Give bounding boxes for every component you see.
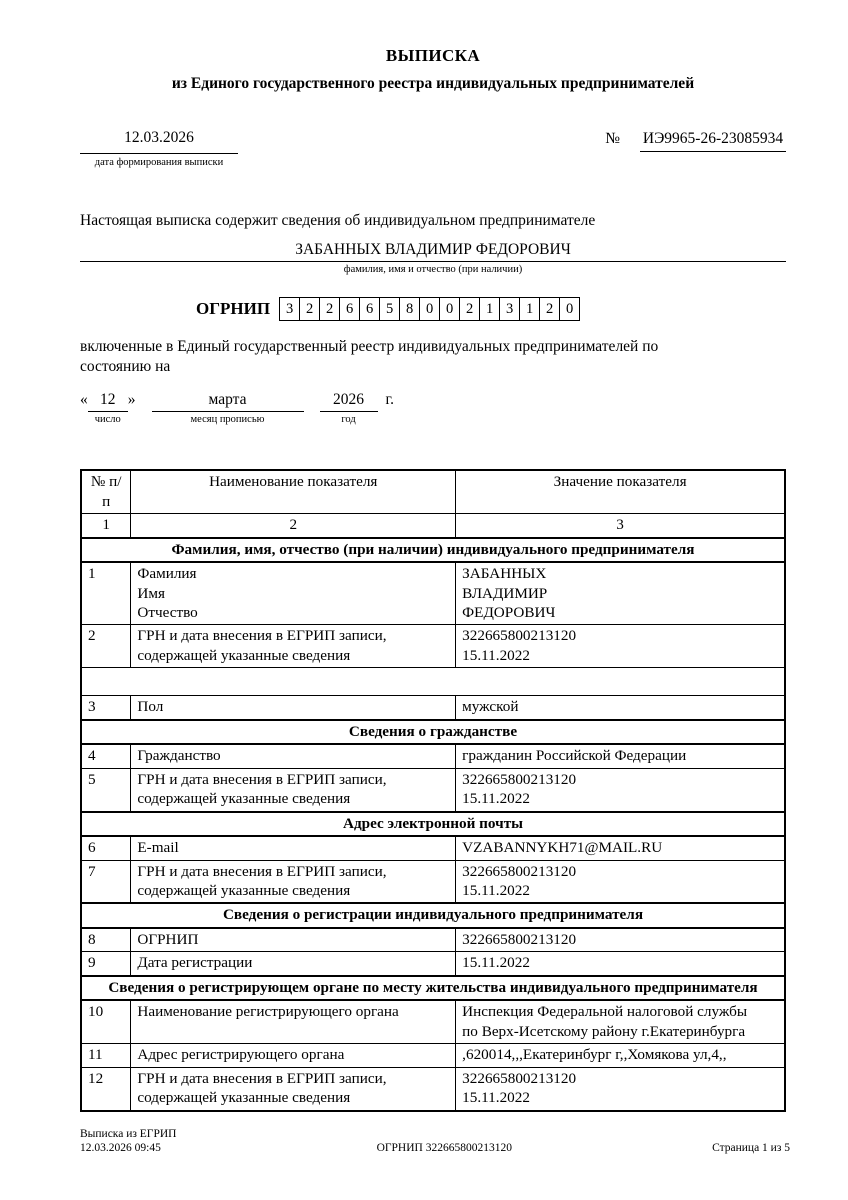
included-line1: включенные в Единый государственный реестр индивидуальных предпринимателей по bbox=[80, 338, 659, 355]
ogrnip-digit-box: 0 bbox=[559, 297, 580, 321]
header-num: № п/п bbox=[81, 470, 131, 513]
indicator-value: 322665800213120 bbox=[456, 928, 785, 952]
table-row bbox=[81, 928, 785, 952]
table-row bbox=[81, 696, 785, 720]
indicator-name: Дата регистрации bbox=[131, 952, 456, 976]
table-section-row bbox=[81, 903, 785, 927]
formation-date-block bbox=[80, 129, 238, 168]
indicator-name: ГРН и дата внесения в ЕГРИП записи, содержащей указанные сведения bbox=[131, 768, 456, 811]
row-number: 5 bbox=[81, 768, 131, 811]
close-quote: » bbox=[127, 391, 136, 409]
column-number-2: 2 bbox=[131, 514, 456, 538]
row-number: 1 bbox=[81, 562, 131, 625]
indicator-name: Фамилия Имя Отчество bbox=[131, 562, 456, 625]
year-caption: год bbox=[341, 414, 356, 426]
table-spacer-row bbox=[81, 668, 785, 696]
footer-timestamp: 12.03.2026 09:45 bbox=[80, 1141, 161, 1154]
indicator-name: Гражданство bbox=[131, 744, 456, 768]
formation-date-value: 12.03.2026 bbox=[80, 129, 238, 154]
table-row bbox=[81, 860, 785, 903]
day-value: 12 bbox=[88, 391, 128, 412]
document-title: ВЫПИСКА bbox=[385, 46, 481, 65]
column-number-3: 3 bbox=[456, 514, 785, 538]
indicator-name: ГРН и дата внесения в ЕГРИП записи, содержащей указанные сведения bbox=[131, 860, 456, 903]
section-title: Адрес электронной почты bbox=[81, 812, 785, 836]
open-quote: « bbox=[80, 391, 88, 409]
header-value: Значение показателя bbox=[456, 470, 785, 513]
table-row bbox=[81, 952, 785, 976]
month-field bbox=[152, 391, 304, 425]
row-number: 7 bbox=[81, 860, 131, 903]
ogrnip-digit-box: 5 bbox=[379, 297, 400, 321]
document-number-block bbox=[605, 129, 786, 152]
state-date-row bbox=[80, 391, 786, 425]
ogrnip-digit-box: 3 bbox=[279, 297, 300, 321]
included-line2: состоянию на bbox=[80, 358, 171, 376]
entrepreneur-name: ЗАБАННЫХ ВЛАДИМИР ФЕДОРОВИЧ bbox=[80, 241, 786, 262]
month-caption: месяц прописью bbox=[190, 414, 265, 426]
table-row bbox=[81, 768, 785, 811]
indicator-name: Адрес регистрирующего органа bbox=[131, 1044, 456, 1067]
row-number: 8 bbox=[81, 928, 131, 952]
column-number-row bbox=[81, 514, 785, 538]
footer-page-number: Страница 1 из 5 bbox=[712, 1141, 790, 1154]
info-table bbox=[80, 469, 786, 1111]
indicator-name: E-mail bbox=[131, 836, 456, 860]
table-row bbox=[81, 1067, 785, 1110]
row-number: 2 bbox=[81, 625, 131, 668]
meta-row bbox=[80, 129, 786, 168]
indicator-name: ГРН и дата внесения в ЕГРИП записи, содержащей указанные сведения bbox=[131, 625, 456, 668]
year-value: 2026 bbox=[320, 391, 378, 412]
ogrnip-digit-box: 8 bbox=[399, 297, 420, 321]
table-body bbox=[81, 538, 785, 1111]
row-number: 3 bbox=[81, 696, 131, 720]
indicator-name: Наименование регистрирующего органа bbox=[131, 1000, 456, 1043]
indicator-name: ОГРНИП bbox=[131, 928, 456, 952]
table-section-row bbox=[81, 812, 785, 836]
table-row bbox=[81, 744, 785, 768]
row-number: 10 bbox=[81, 1000, 131, 1043]
header-name: Наименование показателя bbox=[131, 470, 456, 513]
column-number-1: 1 bbox=[81, 514, 131, 538]
table-row bbox=[81, 836, 785, 860]
section-title: Фамилия, имя, отчество (при наличии) индивидуального предпринимателя bbox=[81, 538, 785, 562]
table-section-row bbox=[81, 976, 785, 1000]
section-title: Сведения о регистрации индивидуального предпринимателя bbox=[81, 903, 785, 927]
section-title: Сведения о регистрирующем органе по месту жительства индивидуального предпринимателя bbox=[81, 976, 785, 1000]
indicator-value: гражданин Российской Федерации bbox=[456, 744, 785, 768]
ogrnip-digit-box: 3 bbox=[499, 297, 520, 321]
footer-ogrnip: ОГРНИП 322665800213120 bbox=[376, 1141, 512, 1154]
footer-left bbox=[80, 1128, 176, 1156]
indicator-name: ГРН и дата внесения в ЕГРИП записи, содержащей указанные сведения bbox=[131, 1067, 456, 1110]
row-number: 12 bbox=[81, 1067, 131, 1110]
row-number: 11 bbox=[81, 1044, 131, 1067]
entrepreneur-name-caption: фамилия, имя и отчество (при наличии) bbox=[343, 264, 523, 275]
ogrnip-digit-box: 6 bbox=[339, 297, 360, 321]
included-paragraph bbox=[80, 337, 786, 377]
section-title: Сведения о гражданстве bbox=[81, 720, 785, 744]
indicator-value: VZABANNYKH71@MAIL.RU bbox=[456, 836, 785, 860]
document-number-value: ИЭ9965-26-23085934 bbox=[640, 129, 786, 152]
formation-date-caption: дата формирования выписки bbox=[94, 157, 224, 168]
ogrnip-digit-box: 0 bbox=[419, 297, 440, 321]
table-header-row bbox=[81, 470, 785, 513]
indicator-value: 15.11.2022 bbox=[456, 952, 785, 976]
row-number: 6 bbox=[81, 836, 131, 860]
indicator-value: мужской bbox=[456, 696, 785, 720]
table-row bbox=[81, 625, 785, 668]
document-subtitle: из Единого государственного реестра индивидуальных предпринимателей bbox=[171, 75, 695, 92]
month-value: марта bbox=[152, 391, 304, 412]
ogrnip-digit-box: 1 bbox=[479, 297, 500, 321]
indicator-value: 322665800213120 15.11.2022 bbox=[456, 768, 785, 811]
year-field bbox=[320, 391, 378, 425]
indicator-value: Инспекция Федеральной налоговой службы по Верх-Исетскому району г.Екатеринбурга bbox=[456, 1000, 785, 1043]
row-number: 4 bbox=[81, 744, 131, 768]
table-row bbox=[81, 1000, 785, 1043]
table-row bbox=[81, 562, 785, 625]
table-section-row bbox=[81, 538, 785, 562]
footer-doc-type: Выписка из ЕГРИП bbox=[80, 1128, 177, 1140]
indicator-value: ,620014,,,Екатеринбург г,,Хомякова ул,4,, bbox=[456, 1044, 785, 1067]
indicator-name: Пол bbox=[131, 696, 456, 720]
ogrnip-digit-box: 0 bbox=[439, 297, 460, 321]
ogrnip-digit-box: 2 bbox=[319, 297, 340, 321]
ogrnip-digit-box: 2 bbox=[539, 297, 560, 321]
ogrnip-boxes bbox=[280, 297, 580, 321]
row-number: 9 bbox=[81, 952, 131, 976]
indicator-value: ЗАБАННЫХ ВЛАДИМИР ФЕДОРОВИЧ bbox=[456, 562, 785, 625]
table-row bbox=[81, 1044, 785, 1067]
ogrnip-digit-box: 1 bbox=[519, 297, 540, 321]
day-caption: число bbox=[94, 414, 121, 426]
ogrnip-digit-box: 2 bbox=[299, 297, 320, 321]
spacer-cell bbox=[81, 668, 785, 696]
ogrnip-row bbox=[196, 297, 786, 321]
number-sign: № bbox=[605, 130, 620, 147]
day-field bbox=[88, 391, 128, 425]
ogrnip-digit-box: 2 bbox=[459, 297, 480, 321]
ogrnip-digit-box: 6 bbox=[359, 297, 380, 321]
ogrnip-label: ОГРНИП bbox=[196, 299, 271, 318]
table-section-row bbox=[81, 720, 785, 744]
intro-text: Настоящая выписка содержит сведения об индивидуальном предпринимателе bbox=[80, 212, 596, 229]
page-footer bbox=[80, 1128, 790, 1156]
indicator-value: 322665800213120 15.11.2022 bbox=[456, 860, 785, 903]
indicator-value: 322665800213120 15.11.2022 bbox=[456, 1067, 785, 1110]
indicator-value: 322665800213120 15.11.2022 bbox=[456, 625, 785, 668]
year-suffix: г. bbox=[385, 391, 394, 409]
